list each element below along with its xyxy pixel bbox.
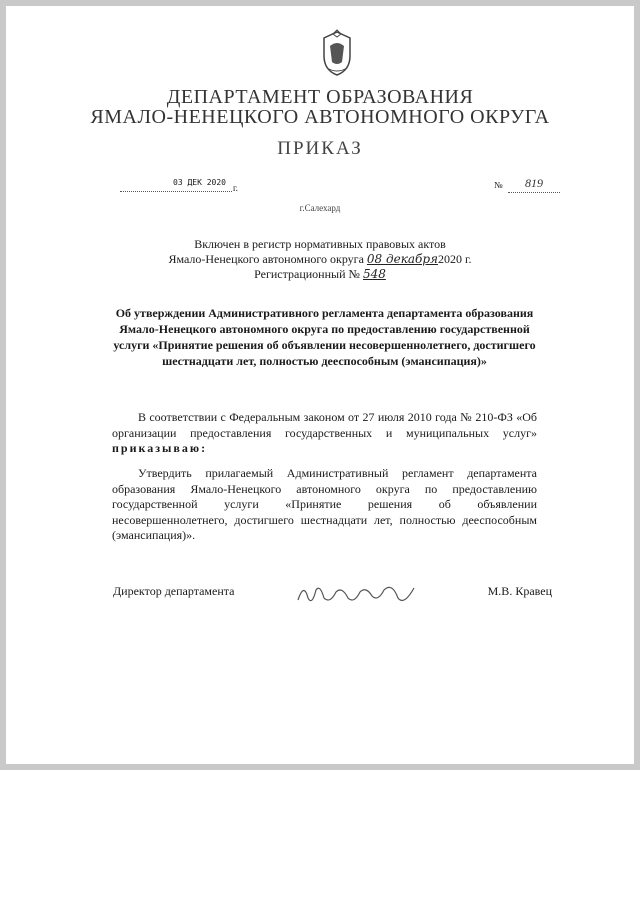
resolution-paragraph: Утвердить прилагаемый Административный регламент департамента образования Ямало-Ненецкого автономного округа по предоставлению государственной услуги «Принятие решения об объявлении несовершеннолетнего, достигшего шестнадцати лет, полностью дееспособным (эмансипация)». xyxy=(112,466,537,542)
preamble-text: В соответствии с Федеральным законом от 27 июля 2010 года № 210-ФЗ «Об организации предоставления государственных и муниципальных услуг» xyxy=(112,410,537,440)
order-title: ПРИКАЗ xyxy=(277,138,363,159)
handwritten-signature-icon xyxy=(292,576,422,610)
registration-year: 2020 г. xyxy=(437,252,472,266)
department-region: ЯМАЛО-НЕНЕЦКОГО АВТОНОМНОГО ОКРУГА xyxy=(90,106,550,128)
city-name: г.Салехард xyxy=(299,203,341,213)
registration-number: 548 xyxy=(362,267,386,281)
order-directive: приказываю: xyxy=(112,441,208,455)
registration-line-2-prefix: Ямало-Ненецкого автономного округа xyxy=(168,252,364,266)
order-subject: Об утверждении Административного регламента департамента образования Ямало-Ненецкого автономного округа по предоставлению государственной услуги «Принятие решения об объявлении несовершеннолетнего, достигшего шестнадцати лет, полностью дееспособным (эмансипация)» xyxy=(113,306,536,368)
signatory-role: Директор департамента xyxy=(113,584,235,598)
registration-date: 08 декабря xyxy=(366,252,438,266)
order-number-prefix: № xyxy=(494,180,503,190)
registration-number-label: Регистрационный № xyxy=(254,267,360,281)
order-number: 819 xyxy=(508,176,560,193)
registration-line-2 xyxy=(0,252,640,267)
registration-line-3 xyxy=(0,267,640,282)
department-title: ДЕПАРТАМЕНТ ОБРАЗОВАНИЯ xyxy=(166,86,474,108)
preamble-paragraph xyxy=(112,410,537,457)
order-date-suffix: г. xyxy=(233,183,238,193)
order-date: 03 ДЕК 2020 xyxy=(120,178,232,192)
signatory-name: М.В. Кравец xyxy=(487,584,552,598)
coat-of-arms-icon xyxy=(316,28,358,78)
registration-line-1: Включен в регистр нормативных правовых актов xyxy=(194,237,446,251)
